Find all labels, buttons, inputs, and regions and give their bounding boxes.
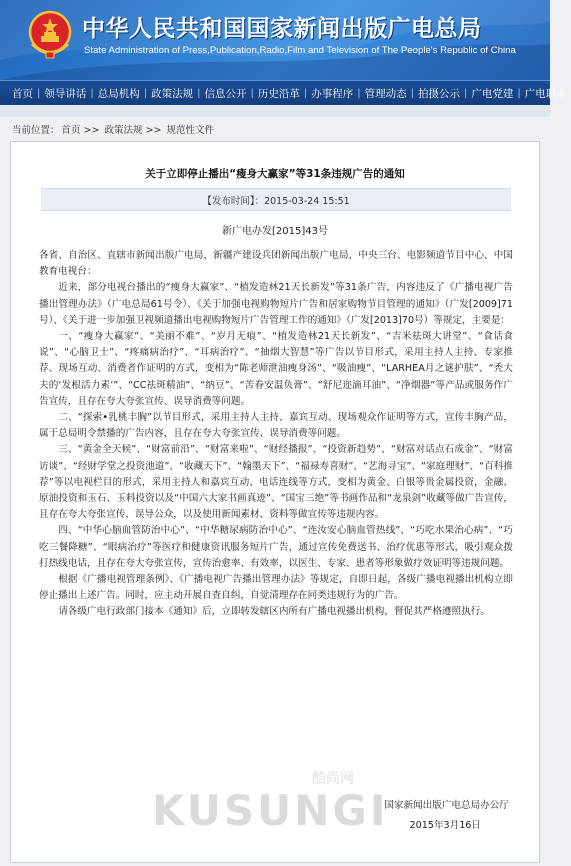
breadcrumb: [12, 122, 214, 136]
header-strip: [0, 105, 550, 117]
nav-item: [94, 86, 147, 101]
nav-separator: |: [250, 87, 254, 99]
site-title: 中华人民共和国国家新闻出版广电总局: [82, 16, 482, 42]
watermark-text: KUSUNGI: [152, 786, 389, 835]
breadcrumb-policy-link[interactable]: 政策法规: [104, 125, 143, 136]
article-paragraph: 一、“瘦身大赢家”、“美丽不难”、“岁月无痕”、“植发造林21天长新发”、“吉米祛斑大讲堂”、“食话食说”、“心脑卫士”、“疼痛病治疗”、“耳病治疗”、“抽烟大智慧”等广告以节目形式，采用主持人主持、专家推荐、现场互动、消费者作证明的方式，变相为“陈老师泄油瘦身汤”、“吸油瘦”、“LARHEA月之谜护肤”、“秃大夫的‘发根活力素’”、“CC祛斑精油”、“纳豆”、“苦眷安温负膏”、“舒尼迩滴耳油”、“净烟器”等产品或服务作广告宣传，且存在夸大夸张宣传、误导消费等问题。: [39, 331, 513, 407]
publish-time: 【发布时间】：2015-03-24 15:51: [202, 196, 350, 207]
nav-link-7[interactable]: 管理动态: [364, 87, 407, 100]
nav-separator: |: [197, 87, 201, 99]
nav-link-4[interactable]: 信息公开: [204, 87, 247, 100]
article-panel: [10, 141, 540, 863]
nav-item: [201, 86, 254, 101]
national-emblem-icon: [28, 10, 72, 60]
article-paragraph: 三、“黄金全天候”、“财富前沿”、“财富来啦”、“财经播报”、“投资新趋势”、“财富对话点石成金”、“财富访谈”、“经财学堂之投资池道”、“收藏天下”、“翰墨天下”、“福禄寿喜财”、“艺海寻宝”、“家庭理财”、“百科推荐”等以电视栏目的形式，采用主持人和嘉宾互动、电话连线等方式，变相为黄金、白银等贵金属投资，金融、原油投资和玉石、玉料投资以及“中国六大家书画真迹”、“国宝三绝”等书画作品和“龙泉剑”收藏等做广告宣传，且存在夸大夸张宣传，误导公众，以及使用新闻素材、资料等做宣传等违规内容。: [39, 444, 513, 521]
breadcrumb-label: 当前位置：: [12, 125, 60, 136]
signature: 国家新闻出版广电总局办公厅: [384, 800, 509, 811]
nav-item: [307, 86, 360, 101]
breadcrumb-sep: >>: [83, 125, 100, 136]
nav-link-1[interactable]: 领导讲话: [44, 87, 87, 100]
nav-item: [254, 86, 307, 101]
nav-link-10[interactable]: 广电职业: [524, 87, 567, 100]
nav-item: [361, 86, 414, 101]
site-header: [0, 0, 550, 80]
main-nav: [0, 80, 567, 106]
nav-link-2[interactable]: 总局机构: [97, 87, 140, 100]
article-paragraph: 四、“中华心脑血管防治中心”、“中华糖尿病防治中心”、“连汝安心脑血管热线”、“巧吃水果治心病”、“巧吃三餐降糖”、“眼病治疗”等医疗和健康资讯服务短片广告，通过宣传免费送书、治疗优惠等形式，吸引观众拨打热线电话，且存在夸大夸张宣传，宣传治愈率、有效率，以医生、专家、患者等形象做疗效证明等违规问题。: [39, 525, 513, 569]
nav-item: [467, 86, 520, 101]
signature-date: 2015年3月16日: [409, 820, 481, 831]
nav-list: [0, 81, 567, 105]
nav-link-8[interactable]: 拍摄公示: [418, 87, 460, 100]
breadcrumb-sep: >>: [145, 125, 162, 136]
nav-separator: |: [410, 87, 414, 99]
article-title: 关于立即停止播出“瘦身大赢家”等31条违规广告的通知: [145, 168, 405, 180]
site-title-en: State Administration of Press,Publication,Radio,Film and Television of The People's Republic of China: [84, 45, 516, 56]
article-paragraph: 二、“探索•乳桃丰胸”以节目形式，采用主持人主持、嘉宾互动、现场观众作证明等方式，宣传丰胸产品，属于总局明令禁播的广告内容，且存在夸大夸张宣传、误导消费等问题。: [39, 412, 513, 440]
nav-separator: |: [90, 87, 94, 99]
document-number: 新广电办发[2015]43号: [222, 226, 328, 237]
article-paragraph: 请各级广电行政部门接本《通知》后，立即转发辖区内所有广播电视播出机构，督促其严格遵照执行。: [58, 606, 490, 618]
nav-separator: |: [37, 87, 41, 99]
article-paragraph: 各省、自治区、直辖市新闻出版广电局，新疆产建设兵团新闻出版广电局，中央三台、电影频道节目中心、中国教育电视台：: [39, 250, 513, 278]
nav-separator: |: [303, 87, 308, 99]
nav-separator: |: [357, 87, 361, 99]
breadcrumb-home-link[interactable]: 首页: [61, 125, 81, 136]
nav-link-9[interactable]: 广电党建: [471, 87, 514, 100]
article-body: [39, 248, 513, 621]
nav-link-0[interactable]: 首页: [12, 87, 33, 100]
nav-item: [521, 86, 571, 101]
nav-separator: |: [517, 87, 521, 99]
nav-separator: |: [143, 87, 148, 99]
nav-item: [40, 86, 93, 101]
nav-link-5[interactable]: 历史沿革: [257, 87, 300, 100]
breadcrumb-current-link[interactable]: 规范性文件: [166, 125, 215, 136]
nav-item: [147, 86, 200, 101]
nav-link-3[interactable]: 政策法规: [151, 87, 194, 100]
watermark-small: 酷尚网: [312, 771, 354, 787]
nav-item: [8, 86, 40, 101]
nav-separator: |: [464, 87, 468, 99]
nav-item: [414, 86, 467, 101]
nav-link-6[interactable]: 办事程序: [311, 87, 354, 100]
article-meta-bar: [41, 188, 511, 211]
article-paragraph: 根据《广播电视管理条例》、《广播电视广告播出管理办法》等规定，自即日起，各级广播电视播出机构立即停止播出上述广告。同时，应主动开展自查自纠，自觉清理存在同类违规行为的广告。: [39, 574, 513, 602]
article-paragraph: 近来，部分电视台播出的“瘦身大赢家”、“植发造林21天长新发”等31条广告，内容违反了《广播电视广告播出管理办法》（广电总局61号令）、《关于加强电视购物短片广告和居家购物节目管理的通知》（广发[2009]71号）、《关于进一步加强卫视频道播出电视购物短片广告管理工作的通知》（广发[2013]70号）等规定，主要是：: [39, 282, 513, 326]
